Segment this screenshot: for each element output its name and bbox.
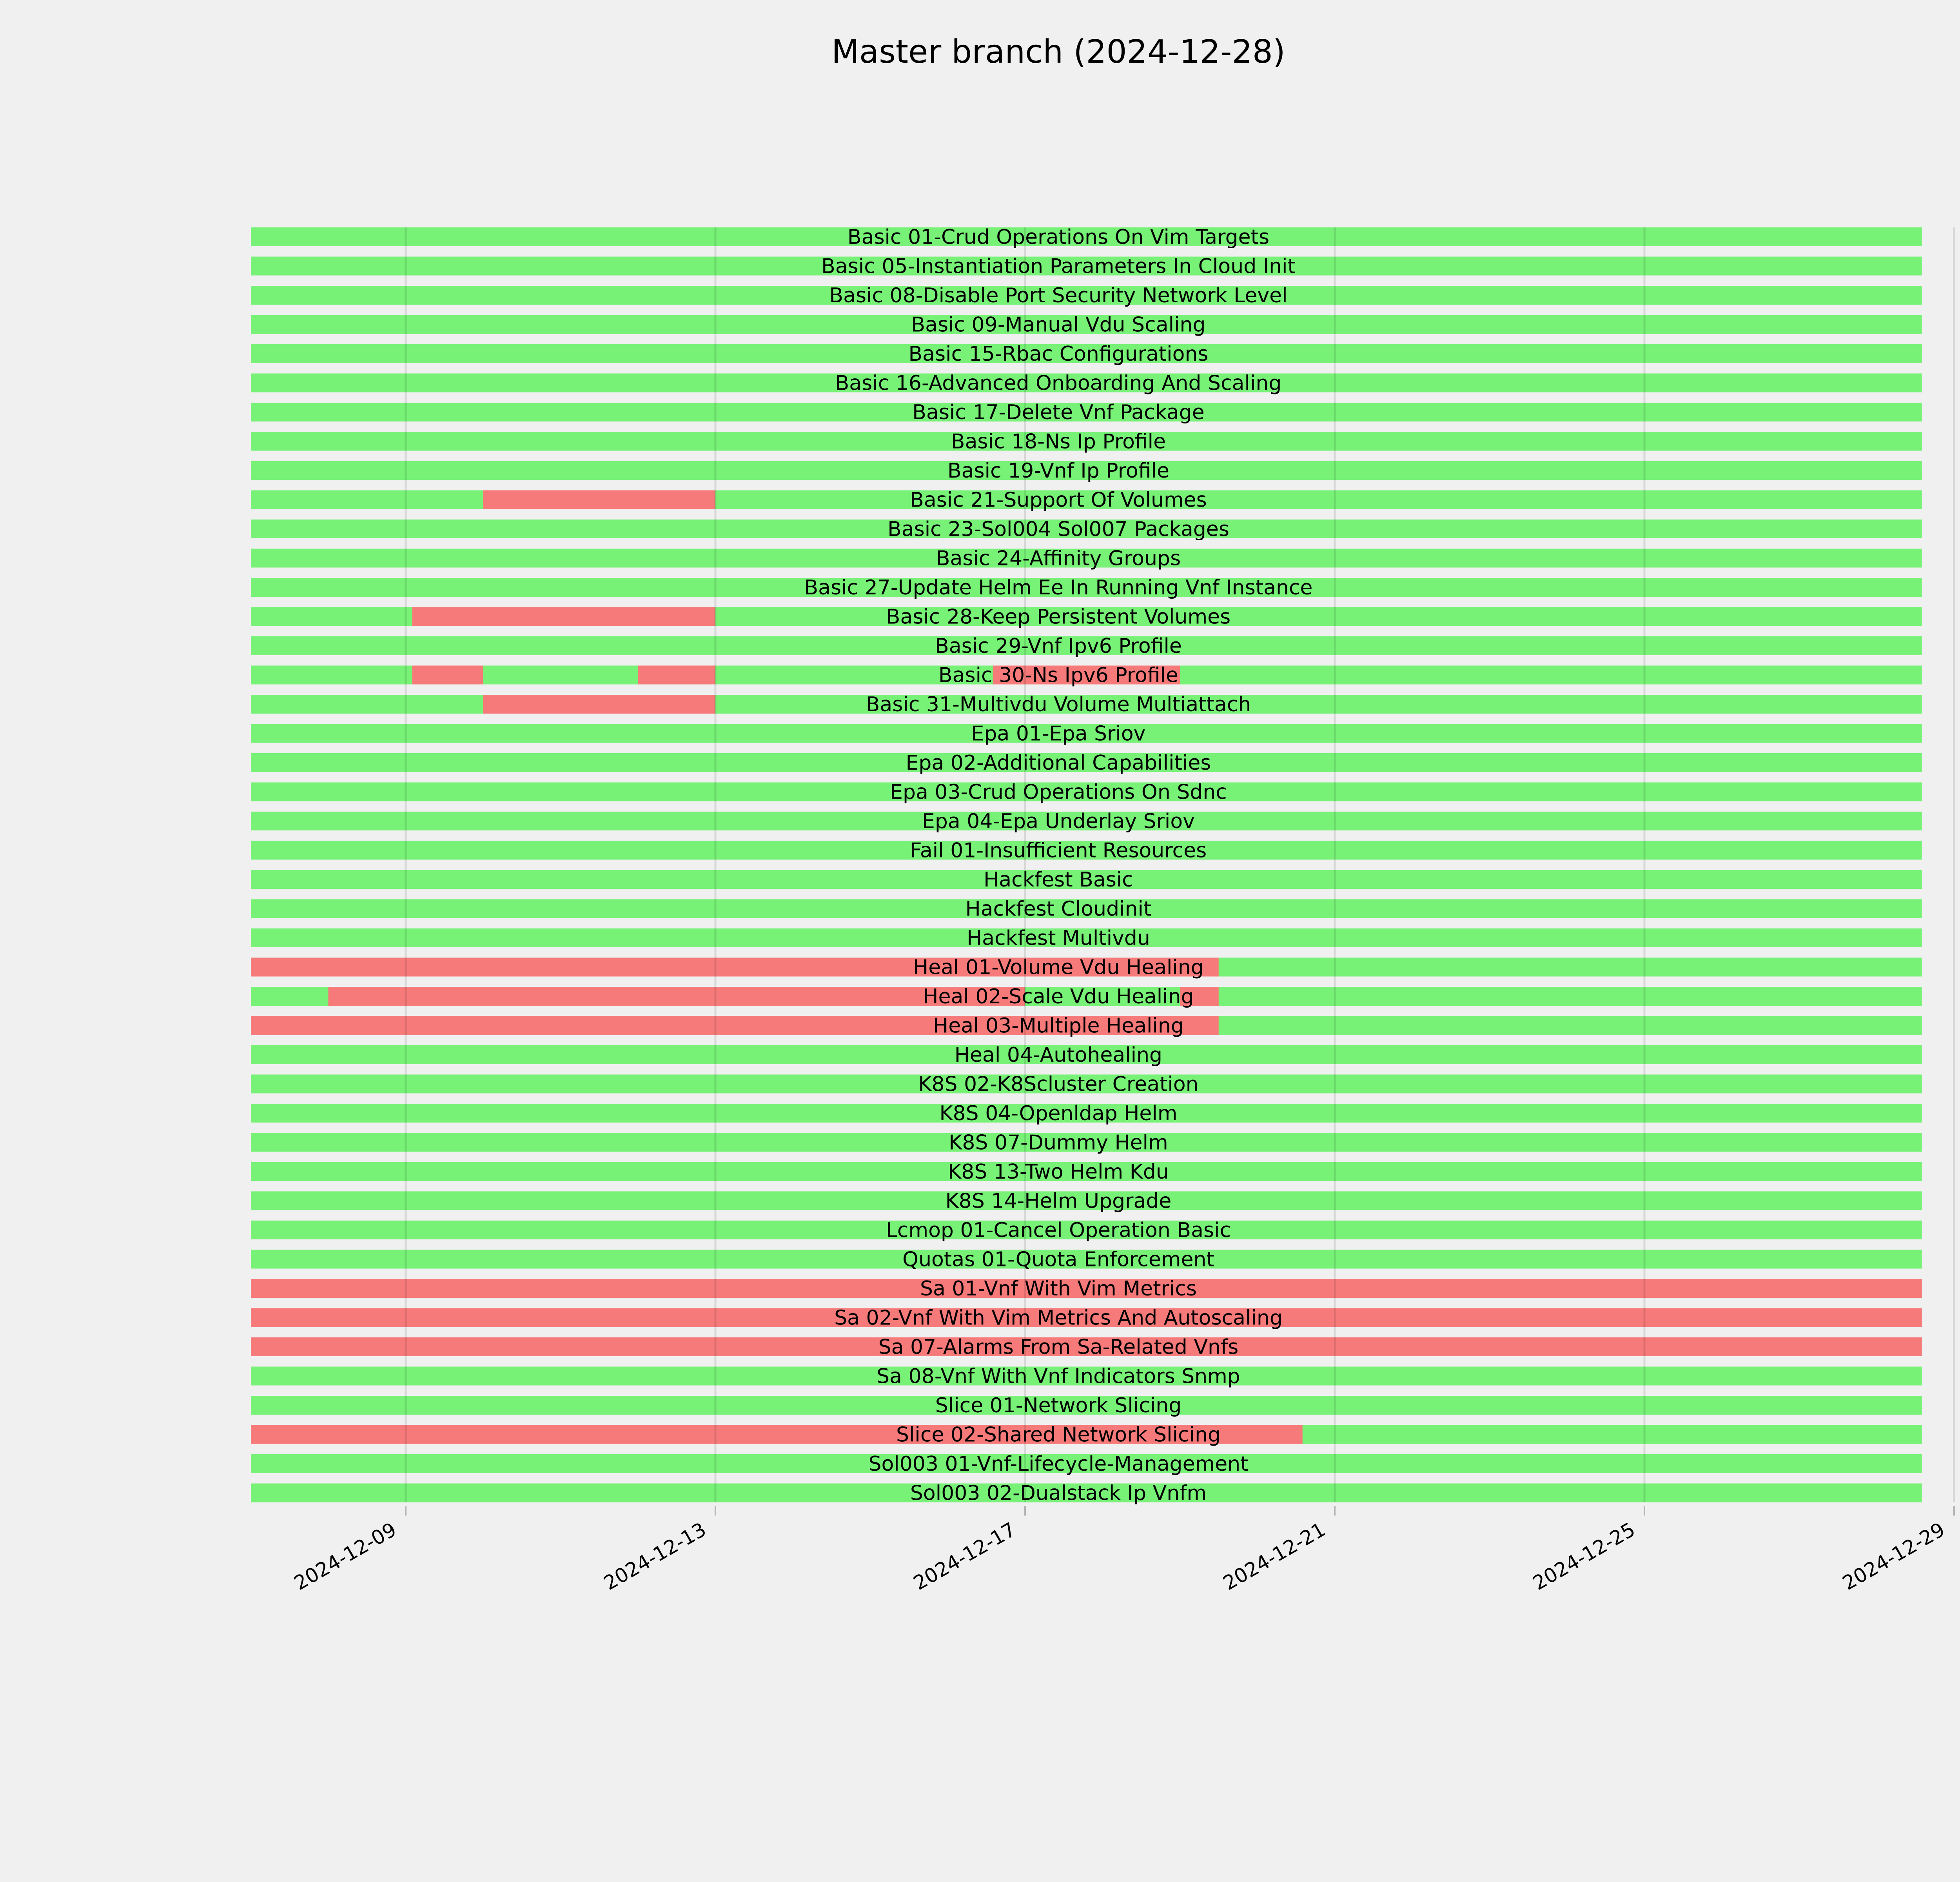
row-label: Basic 21-Support Of Volumes [910,488,1207,512]
row-label: K8S 02-K8Scluster Creation [918,1072,1199,1096]
row-label: Basic 16-Advanced Onboarding And Scaling [835,371,1282,395]
row-label: Basic 15-Rbac Configurations [908,342,1209,366]
row-label: Fail 01-Insufficient Resources [910,839,1207,863]
row-label: Hackfest Multivdu [967,926,1150,950]
x-tick-label: 2024-12-21 [1219,1518,1329,1595]
row-label: Basic 19-Vnf Ip Profile [947,459,1170,483]
row-label: Sol003 02-Dualstack Ip Vnfm [910,1481,1207,1505]
row-label: Heal 04-Autohealing [954,1043,1163,1067]
row-label: K8S 13-Two Helm Kdu [948,1160,1169,1184]
row-label: Sa 02-Vnf With Vim Metrics And Autoscaling [834,1306,1283,1330]
row-label: Epa 03-Crud Operations On Sdnc [890,780,1227,804]
row-label: Epa 01-Epa Sriov [971,722,1146,746]
row-label: Hackfest Basic [984,868,1133,892]
x-tick-label: 2024-12-25 [1529,1518,1639,1595]
row-label: Basic 09-Manual Vdu Scaling [911,313,1206,337]
row-label: Sa 07-Alarms From Sa-Related Vnfs [878,1335,1239,1359]
row-label: Basic 17-Delete Vnf Package [912,401,1205,424]
row-label: Lcmop 01-Cancel Operation Basic [886,1219,1231,1242]
x-tick-label: 2024-12-09 [290,1518,400,1595]
row-label: Basic 29-Vnf Ipv6 Profile [935,634,1182,658]
fail-segment [328,987,1025,1006]
row-label: K8S 14-Helm Upgrade [945,1189,1172,1213]
fail-segment [638,666,716,685]
fail-segment [412,666,483,685]
fail-segment [483,695,716,714]
row-label: Basic 18-Ns Ip Profile [951,430,1166,454]
row-label: Sa 01-Vnf With Vim Metrics [920,1277,1197,1301]
row-label: Sol003 01-Vnf-Lifecycle-Management [868,1452,1249,1476]
fail-segment [483,490,716,509]
row-label: Epa 02-Additional Capabilities [906,751,1211,775]
row-label: Basic 28-Keep Persistent Volumes [886,605,1231,629]
row-label: Slice 02-Shared Network Slicing [896,1423,1221,1447]
row-label: Basic 05-Instantiation Parameters In Cloud Init [821,254,1296,278]
fail-segment [412,607,715,626]
row-label: Sa 08-Vnf With Vnf Indicators Snmp [877,1364,1240,1388]
row-label: Basic 01-Crud Operations On Vim Targets [847,225,1270,249]
row-label: Basic 30-Ns Ipv6 Profile [938,663,1179,687]
x-tick-label: 2024-12-29 [1838,1518,1949,1595]
row-label: Slice 01-Network Slicing [935,1394,1182,1417]
row-label: Heal 03-Multiple Healing [933,1014,1184,1038]
row-label: Basic 24-Affinity Groups [936,547,1181,570]
row-label: Heal 01-Volume Vdu Healing [913,956,1204,979]
row-label: Basic 08-Disable Port Security Network Level [829,284,1288,307]
row-label: Quotas 01-Quota Enforcement [902,1248,1214,1272]
row-label: Heal 02-Scale Vdu Healing [923,985,1194,1008]
chart-title: Master branch (2024-12-28) [831,33,1285,71]
row-label: Hackfest Cloudinit [965,897,1152,921]
row-label: Basic 23-Sol004 Sol007 Packages [887,518,1229,541]
row-label: K8S 07-Dummy Helm [949,1131,1168,1155]
row-label: Basic 31-Multivdu Volume Multiattach [866,693,1251,716]
x-tick-label: 2024-12-17 [909,1518,1020,1595]
row-label: Basic 27-Update Helm Ee In Running Vnf Instance [804,576,1313,599]
row-label: K8S 04-Openldap Helm [939,1102,1178,1125]
row-label: Epa 04-Epa Underlay Sriov [922,810,1195,833]
x-tick-label: 2024-12-13 [600,1518,710,1595]
